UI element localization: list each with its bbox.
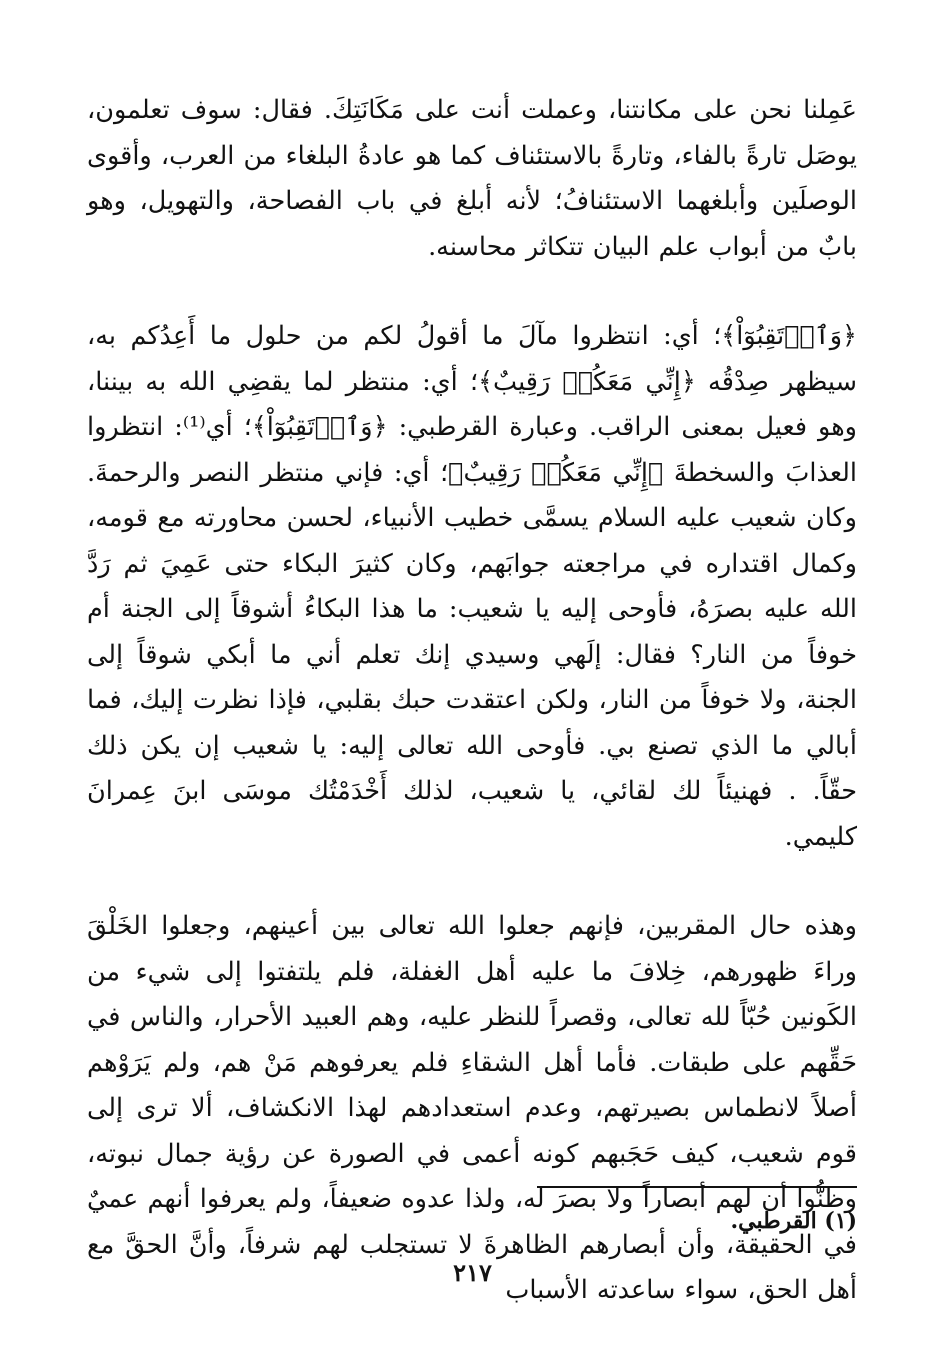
footnote: (١) القرطبي.	[730, 1208, 857, 1234]
footnote-divider	[537, 1186, 857, 1188]
paragraph-2: ﴿وَٱرۡتَقِبُوٓاْ﴾؛ أي: انتظروا مآلَ ما أقولُ لكم من حلول ما أَعِدُكم به، سيظهر صِدْقُه ﴿إِنِّي مَعَكُمۡ رَقِيبٌ﴾؛ أي: منتظر لما يقضِي الله به بيننا، وهو فعيل بمعنى الراقب. وعبارة القرطبي: ﴿وَٱرۡتَقِبُوٓاْ﴾؛ أي⁽¹⁾: انتظروا العذابَ والسخطةَ ﴿إِنِّي مَعَكُمۡ رَقِيبٌ﴾؛ أي: فإني منتظر النصر والرحمةَ. وكان شعيب عليه السلام يسمَّى خطيب الأنبياء، لحسن محاورته مع قومه، وكمال اقتداره في مراجعته جوابَهم، وكان كثيرَ البكاء حتى عَمِيَ ثم رَدَّ الله عليه بصرَهُ، فأوحى إليه يا شعيب: ما هذا البكاءُ أشوقاً إلى الجنة أم خوفاً من النار؟ فقال: إلَهي وسيدي إنك تعلم أني ما أبكي شوقاً إلى الجنة، ولا خوفاً من النار، ولكن اعتقدت حبك بقلبي، فإذا نظرت إليك، فما أبالي ما الذي تصنع بي. فأوحى الله تعالى إليه: يا شعيب إن يكن ذلك حقّاً. . فهنيئاً لك لقائي، يا شعيب، لذلك أَخْدَمْتُك موسَى ابنَ عِمرانَ كليمي.	[87, 321, 857, 852]
paragraph-3: وهذه حال المقربين، فإنهم جعلوا الله تعالى بين أعينهم، وجعلوا الخَلْقَ وراءَ ظهورهم، خِلافَ ما عليه أهل الغفلة، فلم يلتفتوا إلى شيء من الكَونين حُبّاً لله تعالى، وقصراً للنظر عليه، وهم العبيد الأحرار، والناس في حَقِّهم على طبقات. فأما أهل الشقاءِ فلم يعرفوهم مَنْ هم، ولم يَرَوْهم أصلاً لانطماس بصيرتهم، وعدم استعدادهم لهذا الانكشاف، ألا ترى إلى قوم شعيب، كيف حَجَبهم كونه أعمى في الصورة عن رؤية جمال نبوته، وظنُّوا أن لهم أبصاراً ولا بصرَ له، ولذا عدوه ضعيفاً، ولم يعرفوا أنهم عميٌ في الحقيقة، وأن أبصارهم الظاهرةَ لا تستجلب لهم شرفاً، وأنَّ الحقَّ مع أهل الحق، سواء ساعدته الأسباب	[87, 911, 857, 1305]
page-body	[87, 88, 857, 1314]
page-number: ٢١٧	[453, 1258, 492, 1287]
paragraph-1: عَمِلنا نحن على مكانتنا، وعملت أنت على مَكَانَتِكَ. فقال: سوف تعلمون، يوصَل تارةً بالفاء، وتارةً بالاستئناف كما هو عادةُ البلغاء من العرب، وأقوى الوصلَين وأبلغهما الاستئنافُ؛ لأنه أبلغ في باب الفصاحة، والتهويل، وهو بابٌ من أبواب علم البيان تتكاثر محاسنه.	[87, 95, 857, 262]
